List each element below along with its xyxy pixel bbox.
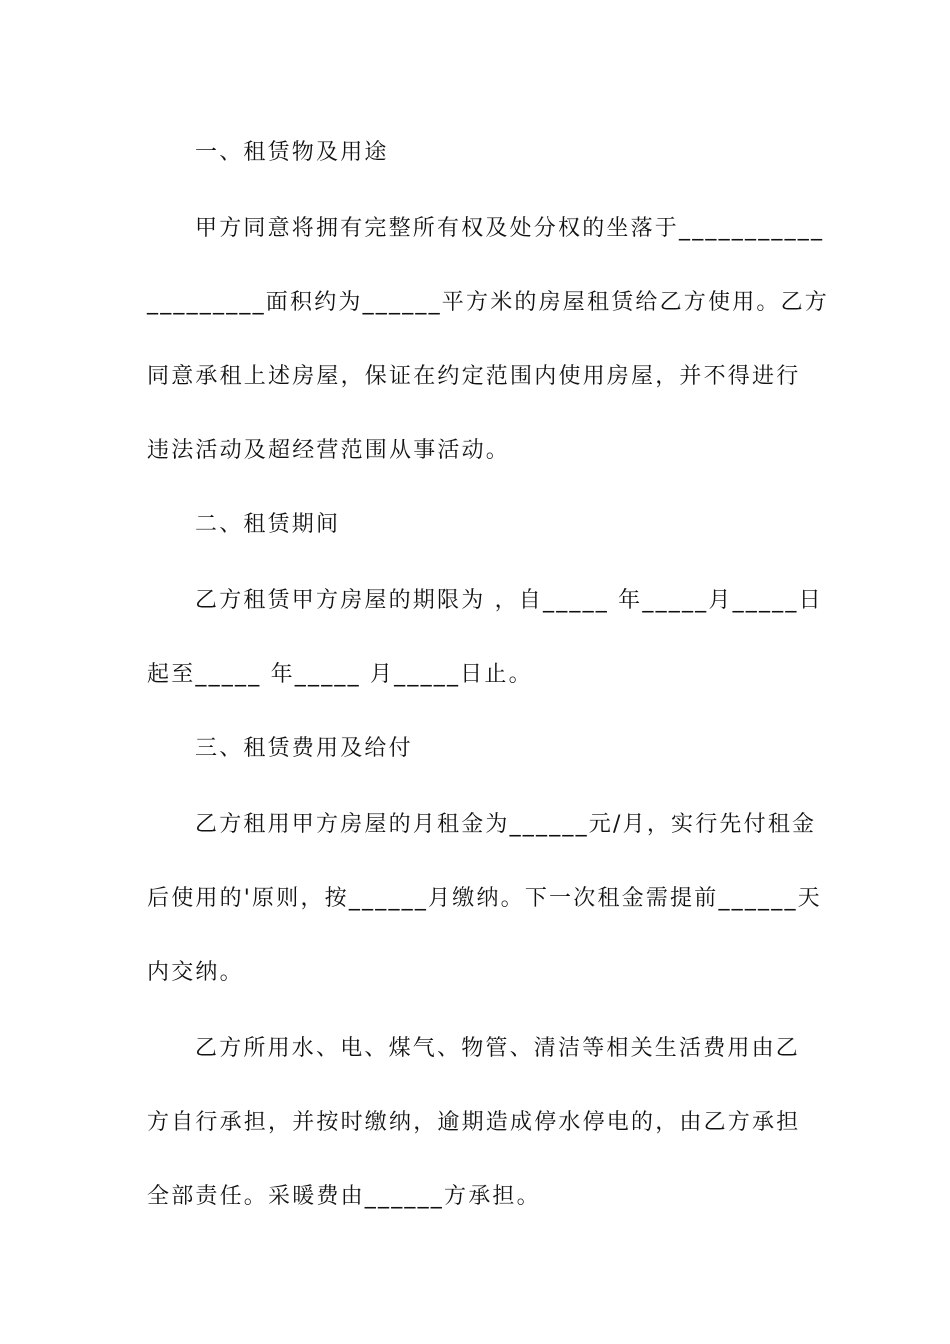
paragraph-line: 方自行承担，并按时缴纳，逾期造成停水停电的，由乙方承担	[147, 1110, 801, 1135]
section-heading-1: 一、租赁物及用途	[195, 140, 389, 165]
paragraph-line: 起至_____ 年_____ 月_____日止。	[147, 662, 533, 687]
section-heading-2: 二、租赁期间	[195, 512, 341, 537]
paragraph-line: 全部责任。采暖费由______方承担。	[147, 1184, 541, 1209]
paragraph-line: 内交纳。	[147, 960, 244, 985]
paragraph-line: 乙方租用甲方房屋的月租金为______元/月，实行先付租金	[195, 812, 817, 837]
paragraph-line: 乙方租赁甲方房屋的期限为 ，自_____ 年_____月_____日	[195, 588, 823, 613]
paragraph-line: 甲方同意将拥有完整所有权及处分权的坐落于___________	[195, 216, 825, 241]
paragraph-line: 乙方所用水、电、煤气、物管、清洁等相关生活费用由乙	[195, 1036, 801, 1061]
paragraph-line: 同意承租上述房屋，保证在约定范围内使用房屋，并不得进行	[147, 364, 801, 389]
paragraph-line: _________面积约为______平方米的房屋租赁给乙方使用。乙方	[147, 290, 830, 315]
paragraph-line: 后使用的'原则，按______月缴纳。下一次租金需提前______天	[147, 886, 822, 911]
section-heading-3: 三、租赁费用及给付	[195, 736, 413, 761]
paragraph-line: 违法活动及超经营范围从事活动。	[147, 438, 511, 463]
